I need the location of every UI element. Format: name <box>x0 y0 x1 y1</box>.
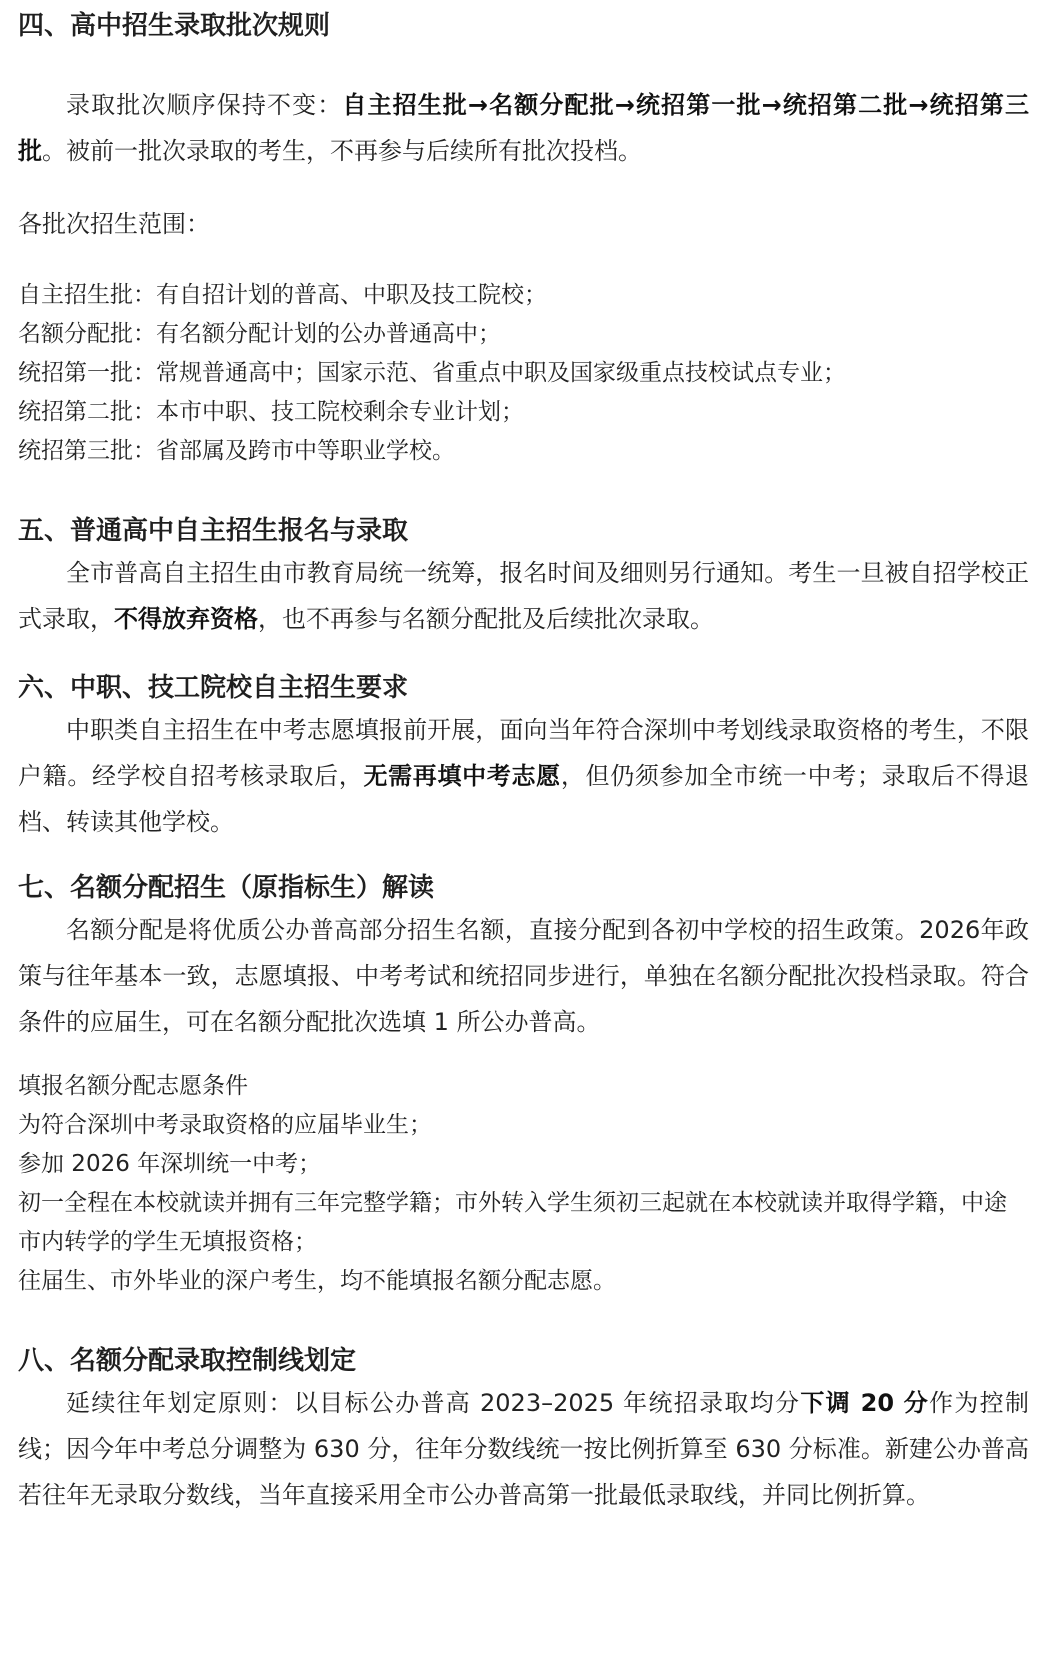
section-5-text-b: ，也不再参与名额分配批及后续批次录取。 <box>258 605 714 633</box>
section-4-heading: 四、高中招生录取批次规则 <box>18 11 331 41</box>
section-5-heading: 五、普通高中自主招生报名与录取 <box>18 516 409 546</box>
list-item: 统招第三批：省部属及跨市中等职业学校。 <box>18 438 455 464</box>
section-5 <box>18 515 1029 547</box>
section-8-text-b: 作为控制线；因今年中考总分调整为 630 分，往年分数线统一按比例折算至 630 分标准。新建公办普高若往年无录取分数线，当年直接采用全市公办普高第一批最低录取线，并同比例折算。 <box>18 1389 1029 1509</box>
section-7-paragraph-block <box>18 907 1029 1045</box>
section-6-bold: 无需再填中考志愿 <box>363 762 561 790</box>
list-item: 为符合深圳中考录取资格的应届毕业生； <box>18 1112 432 1138</box>
list-item: 名额分配批：有名额分配计划的公办普通高中； <box>18 321 501 347</box>
section-4 <box>18 10 1029 42</box>
section-4-paragraph <box>18 82 1029 174</box>
section-6-paragraph-block <box>18 707 1029 845</box>
section-8 <box>18 1345 1029 1377</box>
section-6 <box>18 672 1029 704</box>
list-item: 参加 2026 年深圳统一中考； <box>18 1151 322 1177</box>
batch-scope-list <box>18 276 1029 471</box>
section-5-text-a: 全市普高自主招生由市教育局统一统筹，报名时间及细则另行通知。考生一旦被自招学校正式录取， <box>18 559 1029 633</box>
section-6-text-a: 中职类自主招生在中考志愿填报前开展，面向当年符合深圳中考划线录取资格的考生，不限户籍。经学校自招考核录取后， <box>18 716 1029 790</box>
scope-title: 各批次招生范围： <box>18 210 210 238</box>
section-5-paragraph-block <box>18 550 1029 642</box>
list-item: 初一全程在本校就读并拥有三年完整学籍；市外转入学生须初三起就在本校就读并取得学籍，中途市内转学的学生无填报资格； <box>18 1190 1007 1255</box>
section-8-text-a: 延续往年划定原则：以目标公办普高 2023–2025 年统招录取均分 <box>66 1389 801 1417</box>
list-item: 往届生、市外毕业的深户考生，均不能填报名额分配志愿。 <box>18 1268 616 1294</box>
condition-block <box>18 1067 1029 1301</box>
section-8-paragraph-block <box>18 1380 1029 1518</box>
section-8-bold: 下调 20 分 <box>800 1389 930 1417</box>
section-5-bold: 不得放弃资格 <box>114 605 258 633</box>
list-item: 自主招生批：有自招计划的普高、中职及技工院校； <box>18 282 547 308</box>
batch-order-intro: 录取批次顺序保持不变： <box>66 91 343 119</box>
section-8-heading: 八、名额分配录取控制线划定 <box>18 1346 357 1376</box>
section-7 <box>18 872 1029 904</box>
list-item: 统招第二批：本市中职、技工院校剩余专业计划； <box>18 399 524 425</box>
scope-title-block <box>18 203 1029 245</box>
section-6-heading: 六、中职、技工院校自主招生要求 <box>18 673 409 703</box>
section-6-text-b: ，但仍须参加全市统一中考；录取后不得退档、转读其他学校。 <box>18 762 1030 836</box>
batch-order-note: 。被前一批次录取的考生，不再参与后续所有批次投档。 <box>42 137 642 165</box>
batch-order-sequence: 自主招生批→名额分配批→统招第一批→统招第二批→统招第三批 <box>18 91 1030 165</box>
batch-order-paragraph <box>18 82 1029 174</box>
list-item: 统招第一批：常规普通高中；国家示范、省重点中职及国家级重点技校试点专业； <box>18 360 846 386</box>
section-7-heading: 七、名额分配招生（原指标生）解读 <box>18 873 435 903</box>
section-6-paragraph <box>18 707 1029 845</box>
condition-title: 填报名额分配志愿条件 <box>18 1073 248 1099</box>
section-5-paragraph <box>18 550 1029 642</box>
section-8-paragraph <box>18 1380 1029 1518</box>
section-7-paragraph: 名额分配是将优质公办普高部分招生名额，直接分配到各初中学校的招生政策。2026年政策与往年基本一致，志愿填报、中考考试和统招同步进行，单独在名额分配批次投档录取。符合条件的应届生，可在名额分配批次选填 1 所公办普高。 <box>18 916 1029 1036</box>
